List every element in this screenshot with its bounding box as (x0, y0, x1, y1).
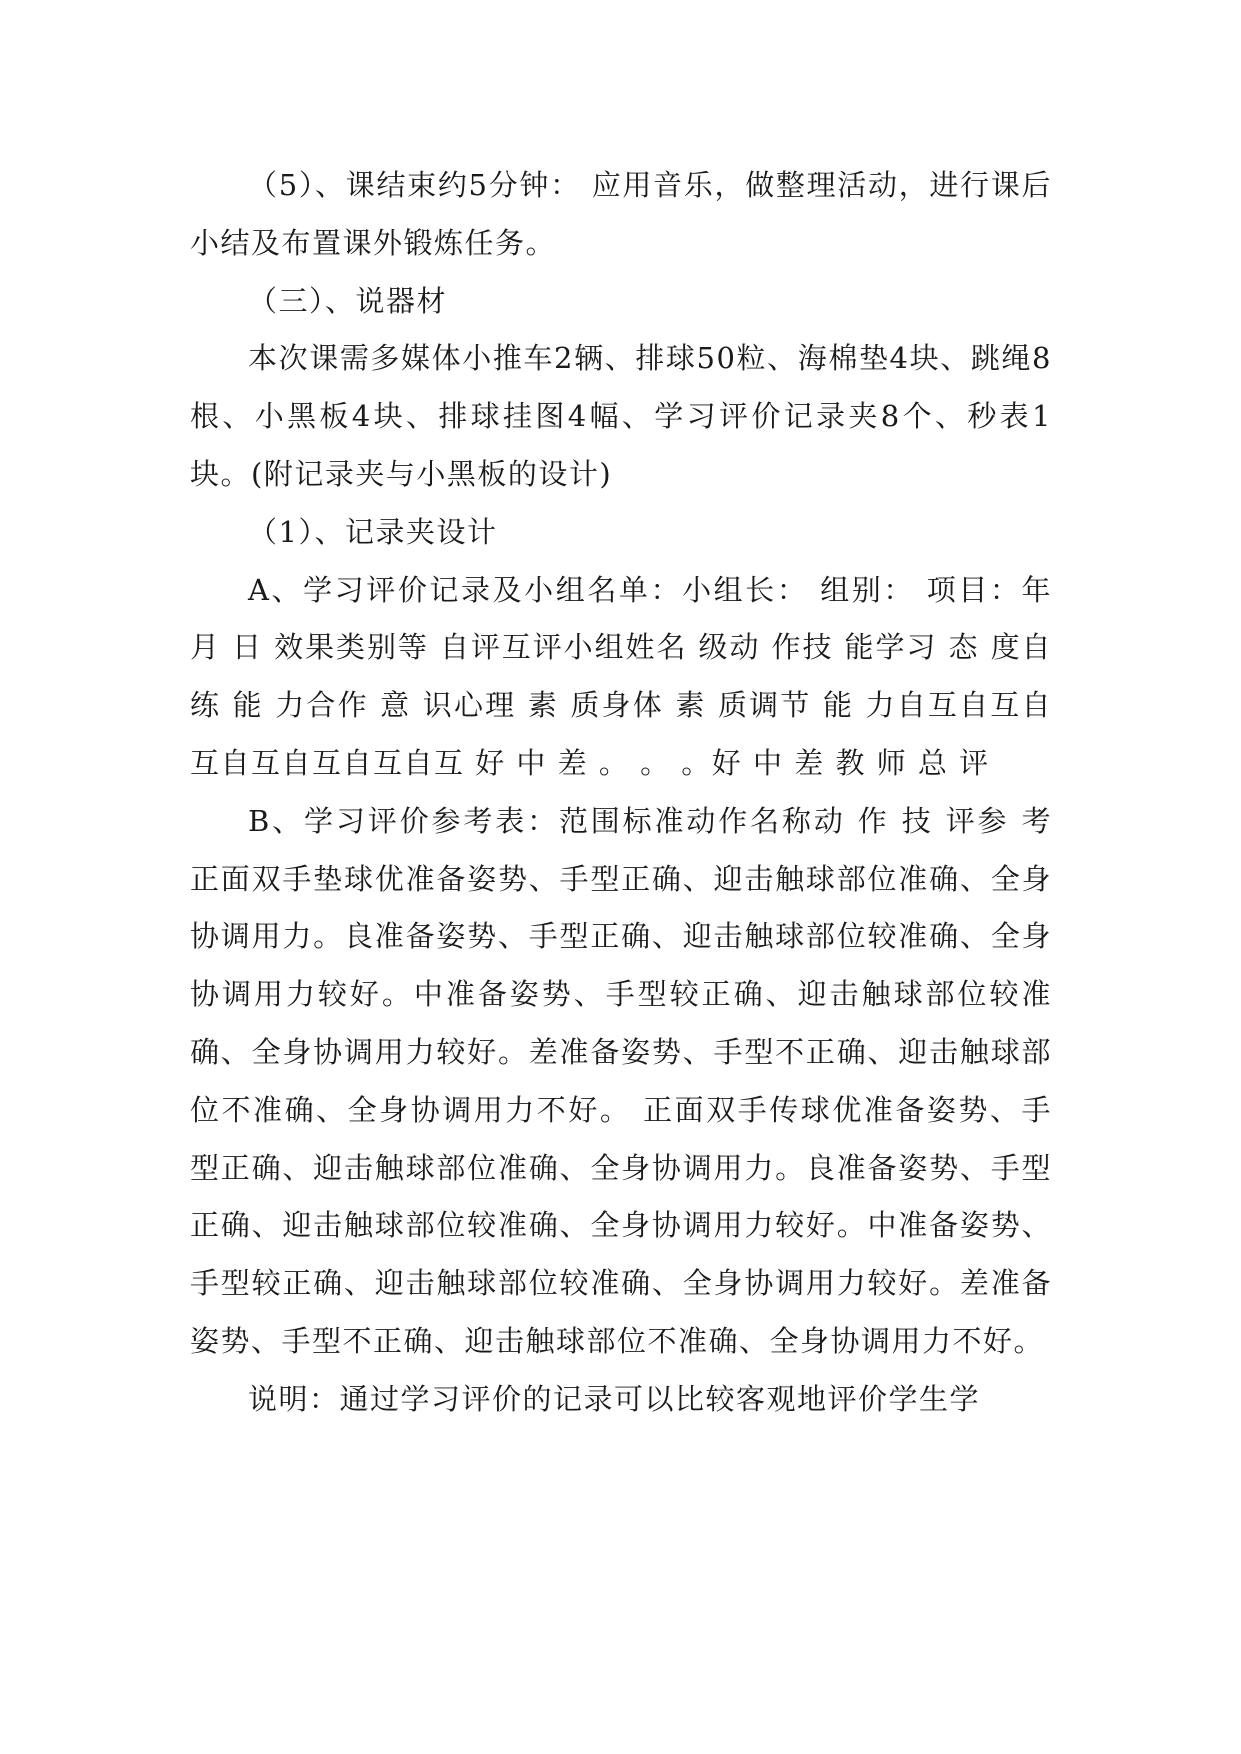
paragraph-equipment-list: 本次课需多媒体小推车2辆、排球50粒、海棉垫4块、跳绳8根、小黑板4块、排球挂图4幅、学习评价记录夹8个、秒表1块。(附记录夹与小黑板的设计) (190, 341, 1052, 491)
heading-equipment: （三）、说器材 (248, 283, 448, 318)
paragraph-explanation: 说明：通过学习评价的记录可以比较客观地评价学生学 (248, 1381, 981, 1416)
paragraph-evaluation-record: A、学习评价记录及小组名单：小组长： 组别： 项目：年 月 日 效果类别等 自评互评小组姓名 级动 作技 能学习 态 度自练 能 力合作 意 识心理 素 质身体 素 质调节 能 力自互自互自互自互自互自互自互 好 中 差 。 。 。好 中 差 教 师 总 评 (190, 572, 1052, 780)
paragraph-class-ending: （5）、课结束约5分钟： 应用音乐，做整理活动，进行课后小结及布置课外锻炼任务。 (190, 168, 1052, 260)
document-body (190, 157, 1052, 1429)
paragraph-evaluation-reference: B、学习评价参考表：范围标准动作名称动 作 技 评参 考 正面双手垫球优准备姿势、手型正确、迎击触球部位准确、全身协调用力。良准备姿势、手型正确、迎击触球部位较准确、全身协调用力较好。中准备姿势、手型较正确、迎击触球部位较准确、全身协调用力较好。差准备姿势、手型不正确、迎击触球部位不准确、全身协调用力不好。 正面双手传球优准备姿势、手型正确、迎击触球部位准确、全身协调用力。良准备姿势、手型正确、迎击触球部位较准确、全身协调用力较好。中准备姿势、手型较正确、迎击触球部位较准确、全身协调用力较好。差准备姿势、手型不正确、迎击触球部位不准确、全身协调用力不好。 (190, 803, 1052, 1358)
heading-record-folder-design: （1）、记录夹设计 (248, 514, 498, 549)
